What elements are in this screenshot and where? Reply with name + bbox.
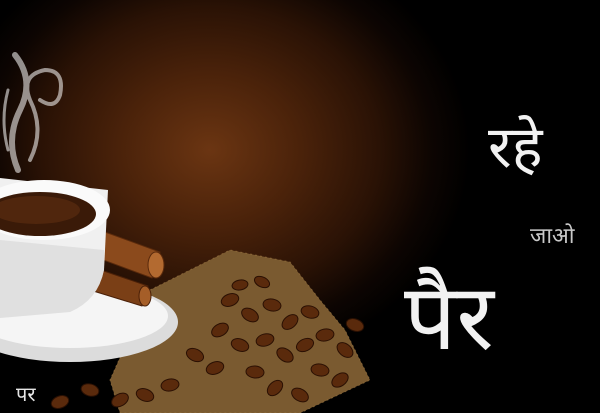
hindi-word-3: पैर xyxy=(404,264,494,371)
hindi-word-2: जाओ xyxy=(530,224,575,249)
hindi-word-1: रहे xyxy=(488,113,543,181)
steam xyxy=(4,55,61,170)
hindi-word-4: पर xyxy=(16,382,36,406)
